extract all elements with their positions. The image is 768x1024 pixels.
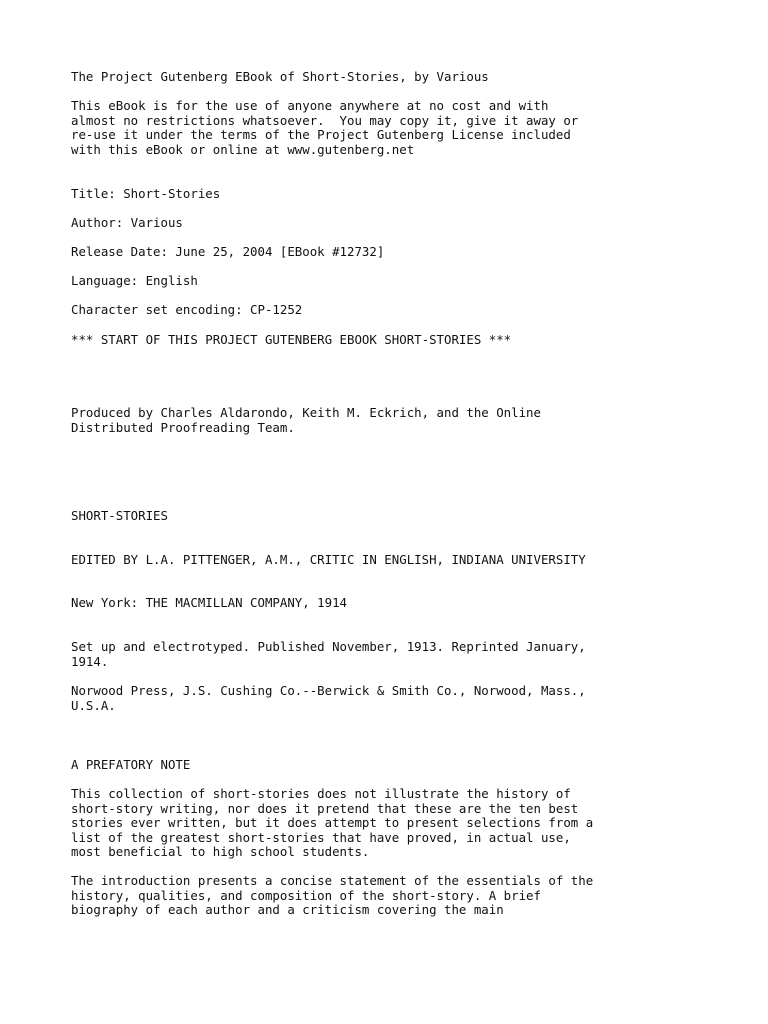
prefatory-paragraph-2: The introduction presents a concise statement of the essentials of the history, qualities, and composition of the short-story. A brief biography of each author and a criticism covering the main [71, 873, 594, 918]
ebook-heading: The Project Gutenberg EBook of Short-Stories, by Various [71, 69, 489, 84]
press-paragraph: Norwood Press, J.S. Cushing Co.--Berwick & Smith Co., Norwood, Mass., U.S.A. [71, 683, 586, 713]
publication-paragraph: Set up and electrotyped. Published November, 1913. Reprinted January, 1914. [71, 639, 586, 669]
prefatory-heading: A PREFATORY NOTE [71, 757, 191, 772]
edited-by-line: EDITED BY L.A. PITTENGER, A.M., CRITIC IN ENGLISH, INDIANA UNIVERSITY [71, 552, 586, 567]
produced-by-paragraph: Produced by Charles Aldarondo, Keith M. Eckrich, and the Online Distributed Proofreading Team. [71, 405, 541, 435]
publisher-line: New York: THE MACMILLAN COMPANY, 1914 [71, 595, 348, 610]
license-paragraph: This eBook is for the use of anyone anywhere at no cost and with almost no restrictions whatsoever. You may copy it, give it away or re-use it under the terms of the Project Gutenberg License included with this eBook or online at www.gutenberg.net [71, 98, 579, 157]
encoding-line: Character set encoding: CP-1252 [71, 302, 303, 317]
title-line: Title: Short-Stories [71, 186, 221, 201]
release-date-line: Release Date: June 25, 2004 [EBook #12732] [71, 244, 385, 259]
author-line: Author: Various [71, 215, 183, 230]
language-line: Language: English [71, 273, 198, 288]
prefatory-paragraph-1: This collection of short-stories does not illustrate the history of short-story writing, nor does it pretend that these are the ten best stories ever written, but it does attempt to present selections from a list of the greatest short-stories that have proved, in actual use, most beneficial to high school students. [71, 786, 594, 860]
book-title: SHORT-STORIES [71, 508, 168, 523]
start-marker: *** START OF THIS PROJECT GUTENBERG EBOOK SHORT-STORIES *** [71, 332, 512, 347]
